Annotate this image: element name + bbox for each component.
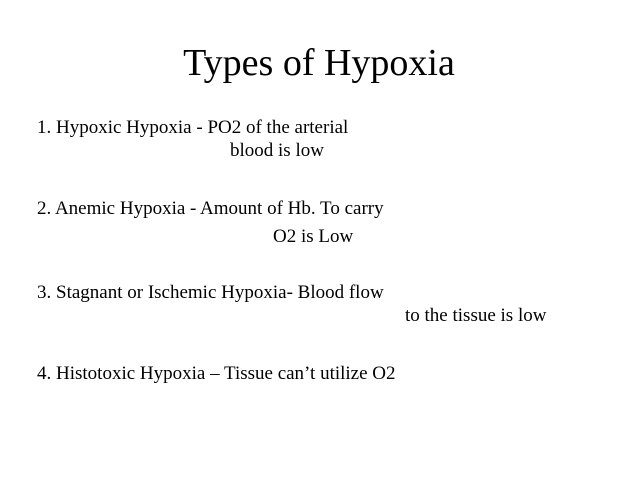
hypoxia-type-1-line-2: blood is low xyxy=(230,140,324,161)
hypoxia-type-2-line-1: 2. Anemic Hypoxia - Amount of Hb. To carry xyxy=(37,198,384,219)
slide-title: Types of Hypoxia xyxy=(183,42,455,84)
hypoxia-type-3-line-2: to the tissue is low xyxy=(405,305,547,326)
hypoxia-type-2-line-2: O2 is Low xyxy=(273,226,354,247)
hypoxia-type-1-line-1: 1. Hypoxic Hypoxia - PO2 of the arterial xyxy=(37,117,349,138)
hypoxia-type-4-line-1: 4. Histotoxic Hypoxia – Tissue can’t utilize O2 xyxy=(37,363,396,384)
hypoxia-type-3-line-1: 3. Stagnant or Ischemic Hypoxia- Blood flow xyxy=(37,282,384,303)
